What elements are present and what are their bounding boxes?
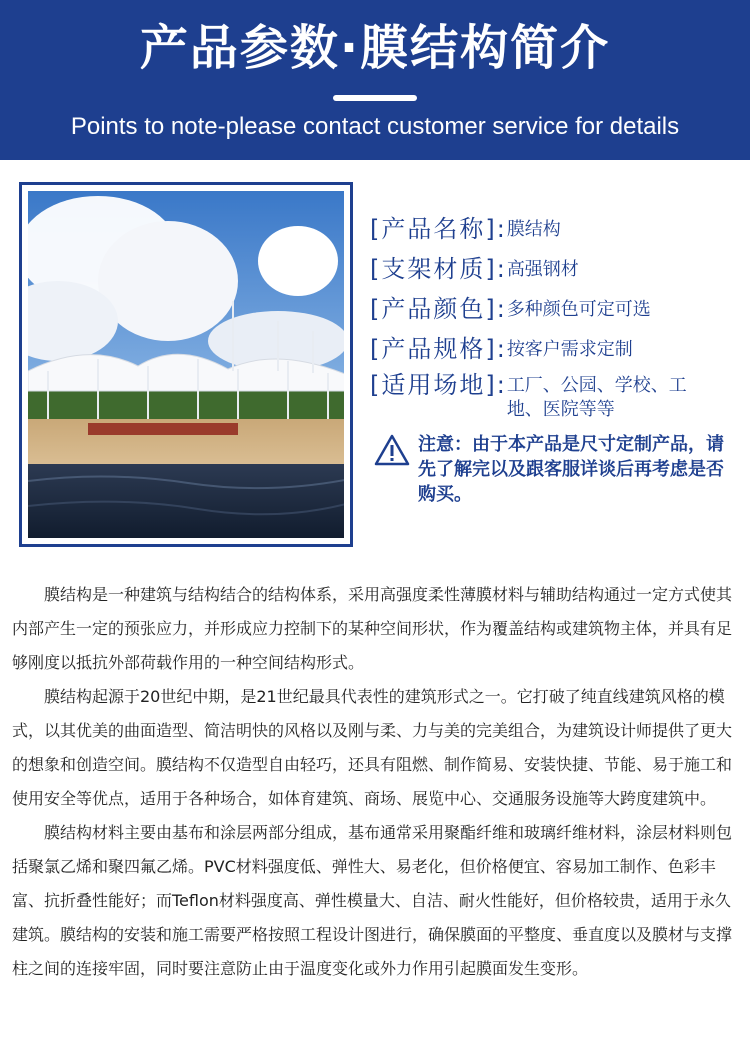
page-title: 产品参数·膜结构简介 bbox=[139, 20, 611, 76]
spec-label: [支架材质]: bbox=[370, 255, 507, 283]
spec-list bbox=[370, 214, 740, 422]
description-paragraph: 膜结构起源于20世纪中期，是21世纪最具代表性的建筑形式之一。它打破了纯直线建筑风格的模式，以其优美的曲面造型、简洁明快的风格以及刚与柔、力与美的完美组合，为建筑设计师提供了更大的想象和创造空间。膜结构不仅造型自由轻巧，还具有阻燃、制作简易、安装快捷、节能、易于施工和使用安全等优点，适用于各种场合，如体育建筑、商场、展览中心、交通服务设施等大跨度建筑中。 bbox=[12, 687, 733, 808]
spec-row-color bbox=[370, 294, 740, 334]
spec-row-material bbox=[370, 254, 740, 294]
spec-label: [适用场地]: bbox=[370, 371, 507, 399]
membrane-structure-photo bbox=[28, 191, 344, 538]
notice-text: 注意：由于本产品是尺寸定制产品，请先了解完以及跟客服详谈后再考虑是否购买。 bbox=[418, 434, 724, 505]
spec-value: 工厂、公园、学校、工地、医院等等 bbox=[506, 375, 687, 420]
product-description bbox=[12, 578, 740, 986]
purchase-notice bbox=[374, 432, 740, 507]
spec-row-size bbox=[370, 334, 740, 370]
header-divider bbox=[333, 95, 417, 101]
page-subtitle: Points to note-please contact customer service for details bbox=[70, 113, 680, 140]
spec-row-name bbox=[370, 214, 740, 254]
spec-value: 多种颜色可定可选 bbox=[506, 299, 651, 320]
spec-value: 按客户需求定制 bbox=[506, 339, 633, 360]
spec-row-venue bbox=[370, 370, 740, 422]
membrane-structure-illustration bbox=[28, 191, 344, 538]
spec-label: [产品名称]: bbox=[370, 215, 507, 243]
spec-label: [产品规格]: bbox=[370, 335, 507, 363]
description-paragraph: 膜结构是一种建筑与结构结合的结构体系，采用高强度柔性薄膜材料与辅助结构通过一定方式使其内部产生一定的预张应力，并形成应力控制下的某种空间形状，作为覆盖结构或建筑物主体，并具有足够刚度以抵抗外部荷载作用的一种空间结构形式。 bbox=[12, 585, 733, 672]
spec-value: 高强钢材 bbox=[506, 259, 579, 280]
page-header bbox=[0, 0, 750, 160]
description-paragraph: 膜结构材料主要由基布和涂层两部分组成，基布通常采用聚酯纤维和玻璃纤维材料，涂层材料则包括聚氯乙烯和聚四氟乙烯。PVC材料强度低、弹性大、易老化，但价格便宜、容易加工制作、色彩丰富、抗折叠性能好；而Teflon材料强度高、弹性模量大、自洁、耐火性能好，但价格较贵，适用于永久建筑。膜结构的安装和施工需要严格按照工程设计图进行，确保膜面的平整度、垂直度以及膜材与支撑柱之间的连接牢固，同时要注意防止由于温度变化或外力作用引起膜面发生变形。 bbox=[12, 823, 733, 978]
spec-value: 膜结构 bbox=[506, 219, 561, 240]
warning-triangle-icon bbox=[374, 434, 410, 470]
product-photo-frame bbox=[19, 182, 353, 547]
spec-label: [产品颜色]: bbox=[370, 295, 507, 323]
